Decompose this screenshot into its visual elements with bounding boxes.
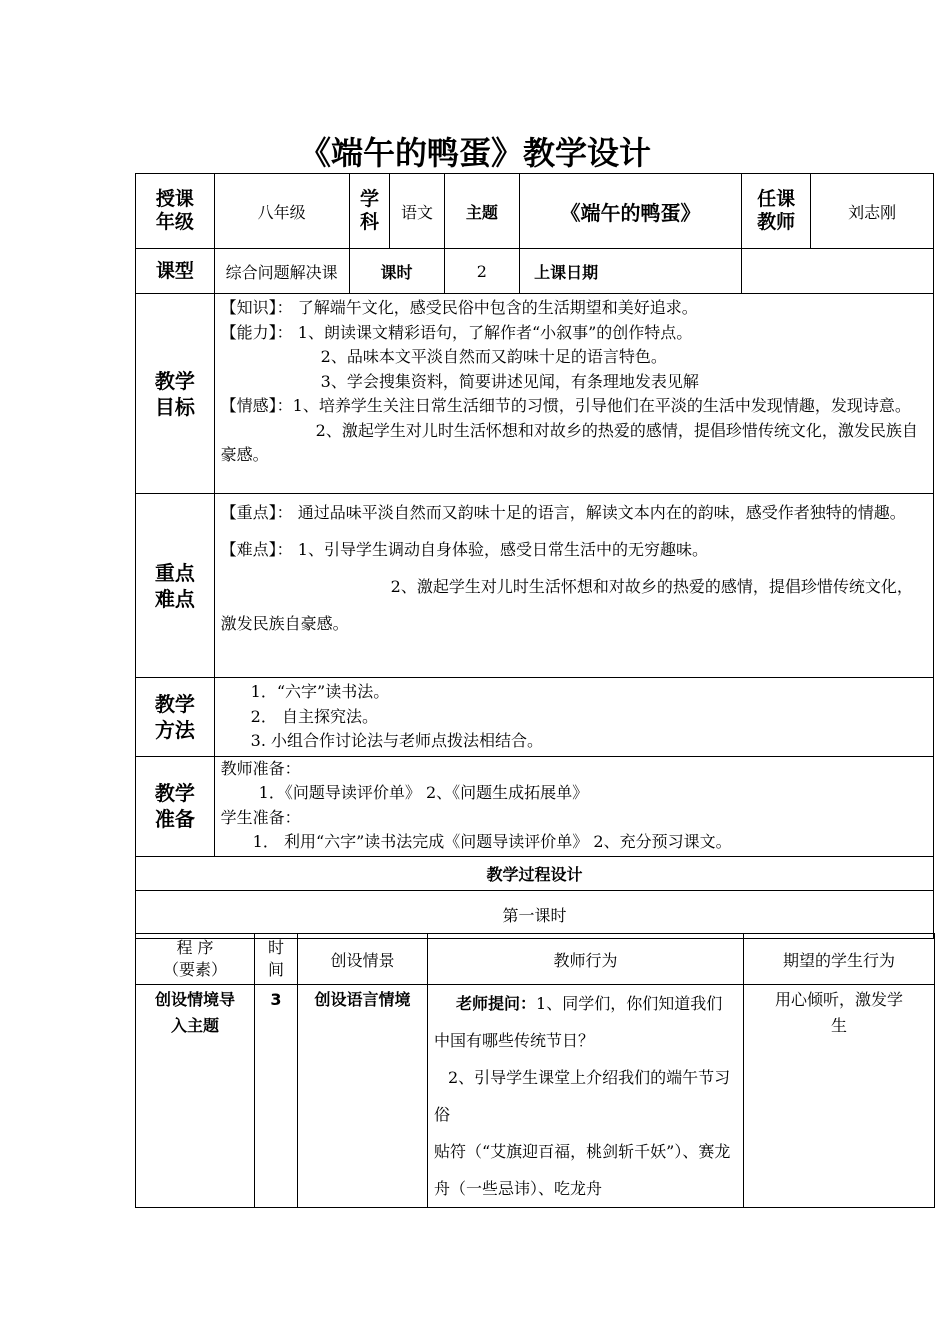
process-table (135, 933, 935, 1208)
row-teacher-behavior (428, 985, 744, 1208)
row-time: 3 (255, 985, 298, 1208)
document-title: 《端午的鸭蛋》教学设计 (298, 134, 651, 172)
date-value (741, 249, 933, 294)
method-item: 1．“六字”读书法。 (250, 682, 390, 701)
header-time: 时间 (255, 934, 298, 985)
theme-value: 《端午的鸭蛋》 (520, 174, 742, 249)
grade-value: 八年级 (214, 174, 349, 249)
objective-ability-2: 2、品味本文平淡自然而又韵味十足的语言特色。 (320, 347, 667, 366)
teacher-prep-items: 1．《问题导读评价单》 2、《问题生成拓展单》 (258, 783, 589, 802)
row-scenario: 创设语言情境 (298, 985, 428, 1208)
teacher-question-prefix: 老师提问： (456, 994, 537, 1013)
preparation-content (214, 756, 933, 856)
objective-emotion-1: 【情感】：1、培养学生关注日常生活细节的习惯，引导他们在平淡的生活中发现情趣，发现诗意。 (220, 396, 911, 415)
objective-ability-3: 3、学会搜集资料，简要讲述见闻，有条理地发表见解 (320, 371, 699, 391)
method-item: 2． 自主探究法。 (250, 706, 378, 726)
subject-label: 学科 (349, 174, 390, 249)
objective-knowledge: 【知识】： 了解端午文化，感受民俗中包含的生活期望和美好追求。 (220, 298, 698, 317)
header-scenario: 创设情景 (298, 934, 428, 985)
type-value: 综合问题解决课 (214, 249, 349, 294)
hours-label: 课时 (349, 249, 444, 294)
key-points-label: 重点难点 (136, 494, 215, 678)
student-prep-items: 1． 利用“六字”读书法完成《问题导读评价单》 2、充分预习课文。 (252, 832, 732, 851)
key-difficulty-2: 2、激起学生对儿时生活怀想和对故乡的热爱的感情，提倡珍惜传统文化，激发民族自豪感。 (220, 577, 913, 633)
subject-value: 语文 (390, 174, 444, 249)
hours-value: 2 (444, 249, 520, 294)
type-label: 课型 (136, 249, 215, 294)
teacher-label: 任课教师 (741, 174, 810, 249)
header-order: 程 序 （要素） (136, 934, 255, 985)
row-order: 创设情境导入主题 (136, 985, 255, 1208)
key-points-content (214, 494, 933, 678)
teacher-value: 刘志刚 (811, 174, 934, 249)
theme-label: 主题 (444, 174, 520, 249)
grade-label: 授课年级 (136, 174, 215, 249)
objectives-content (214, 294, 933, 494)
date-label: 上课日期 (520, 249, 742, 294)
methods-label: 教学方法 (136, 678, 215, 757)
header-student: 期望的学生行为 (744, 934, 935, 985)
method-item: 3. 小组合作讨论法与老师点拨法相结合。 (250, 731, 544, 750)
row-student-behavior: 用心倾听，激发学生 (744, 985, 935, 1208)
header-teacher: 教师行为 (428, 934, 744, 985)
teacher-question-3: 贴符（“艾旗迎百福，桃剑斩千妖”）、赛龙舟（一些忌讳）、吃龙舟 (434, 1142, 731, 1198)
objective-ability-1: 【能力】： 1、朗读课文精彩语句，了解作者“小叙事”的创作特点。 (220, 322, 693, 342)
objectives-label: 教学目标 (136, 294, 215, 494)
key-difficulty-1: 【难点】： 1、引导学生调动自身体验，感受日常生活中的无穷趣味。 (220, 540, 708, 559)
lesson-title: 第一课时 (136, 890, 934, 938)
lesson-info-table (135, 173, 934, 939)
preparation-label: 教学准备 (136, 756, 215, 856)
teacher-question-1: 1、同学们，你们知道我们中国有哪些传统节日？ (434, 994, 723, 1050)
key-focus: 【重点】： 通过品味平淡自然而又韵味十足的语言，解读文本内在的韵味，感受作者独特的情趣。 (220, 503, 906, 522)
process-title: 教学过程设计 (136, 856, 934, 890)
teacher-prep-title: 教师准备： (220, 758, 301, 778)
teacher-question-2: 2、引导学生课堂上介绍我们的端午节习俗 (434, 1068, 731, 1124)
student-prep-title: 学生准备： (220, 807, 301, 827)
methods-content (214, 678, 933, 757)
objective-emotion-2: 2、激起学生对儿时生活怀想和对故乡的热爱的感情，提倡珍惜传统文化，激发民族自豪感。 (220, 420, 918, 464)
